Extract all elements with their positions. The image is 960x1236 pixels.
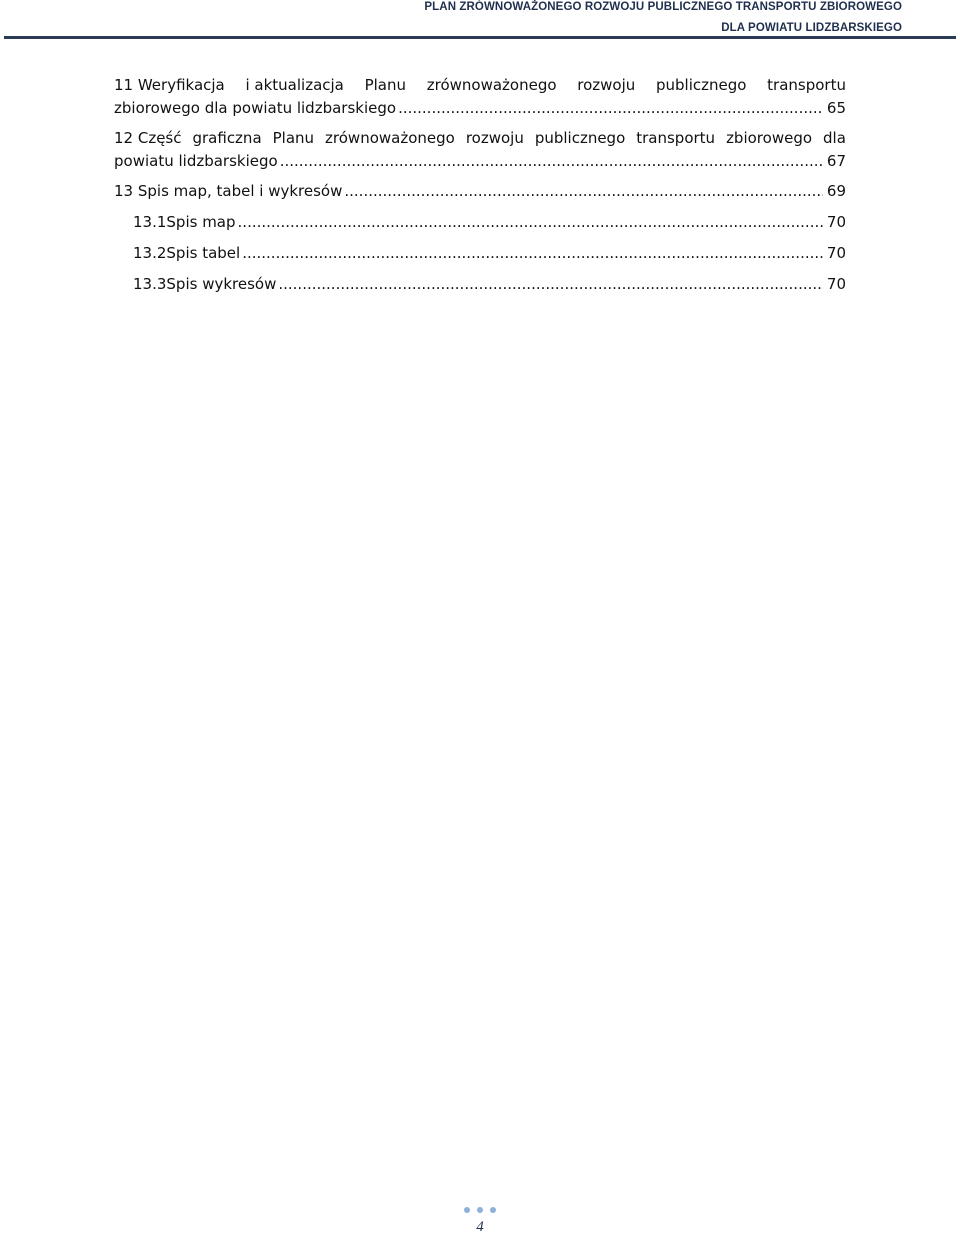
footer-dot [464,1207,470,1213]
toc-entry-13-3[interactable] [114,273,846,304]
page-number: 4 [476,1219,484,1235]
toc-page-number: 69 [826,182,846,200]
toc-page-number: 65 [826,99,846,117]
toc-word: Planu [364,76,407,94]
toc-entry-title: Spis tabel [166,244,241,262]
toc-entry-number: 13.2 [133,244,167,262]
toc-word: dla [823,129,846,147]
toc-word: Planu [272,129,315,147]
toc-entry-11-first-line [114,74,846,97]
toc-entry-13-1[interactable] [114,211,846,242]
toc-leader-dots [238,211,823,234]
toc-entry-title: powiatu lidzbarskiego [114,152,278,170]
toc-leader-dots [398,97,823,120]
toc-entry-12[interactable] [114,127,846,173]
toc-word: 12 Część [114,129,182,147]
toc-entry-13[interactable] [114,180,846,211]
toc-page-number: 70 [826,275,846,293]
toc-word: 11 Weryfikacja [114,76,225,94]
header-title-line-1: PLAN ZRÓWNOWAŻONEGO ROZWOJU PUBLICZNEGO TRANSPORTU ZBIOROWEGO [424,1,902,13]
toc-word: i aktualizacja [245,76,344,94]
toc-word: transportu [636,129,716,147]
toc-page-number: 67 [826,152,846,170]
header-title-line-2: DLA POWIATU LIDZBARSKIEGO [721,22,902,34]
toc-word: graficzna [192,129,262,147]
toc-entry-title: Spis map [166,213,236,231]
toc-word: transportu [767,76,846,94]
toc-entry-title: 13 Spis map, tabel i wykresów [114,182,343,200]
footer-dots-ornament [0,1207,960,1213]
toc-entry-number: 13.3 [133,275,167,293]
toc-entry-number: 13.1 [133,213,167,231]
toc-entry-13-2[interactable] [114,242,846,273]
toc-leader-dots [242,242,823,265]
toc-entry-12-first-line [114,127,846,150]
toc-word: rozwoju [465,129,524,147]
toc-page-number: 70 [826,213,846,231]
footer-dot [490,1207,496,1213]
toc-entry-11[interactable] [114,74,846,120]
toc-word: zrównoważonego [325,129,455,147]
toc-word: rozwoju [577,76,636,94]
toc-word: zrównoważonego [426,76,557,94]
table-of-contents [114,74,846,304]
toc-entry-title: zbiorowego dla powiatu lidzbarskiego [114,99,397,117]
footer-dot [477,1207,483,1213]
toc-entry-title: Spis wykresów [166,275,277,293]
header-rule [4,36,956,39]
toc-leader-dots [280,150,823,173]
toc-leader-dots [278,273,823,296]
toc-leader-dots [344,180,823,203]
toc-word: zbiorowego [726,129,813,147]
toc-word: publicznego [534,129,626,147]
toc-page-number: 70 [826,244,846,262]
toc-word: publicznego [655,76,747,94]
